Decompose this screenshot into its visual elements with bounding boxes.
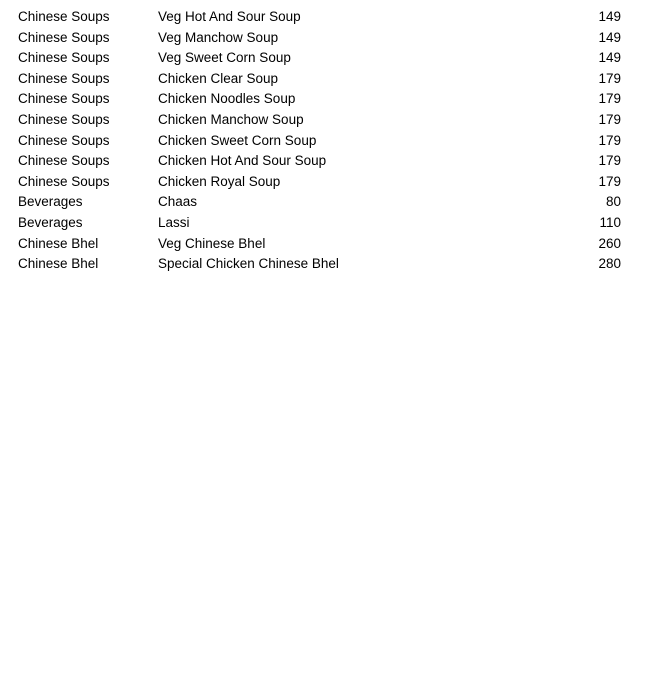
price-cell: 149 [598,29,621,45]
item-name-cell: Chicken Noodles Soup [158,91,296,107]
item-name-cell: Chicken Manchow Soup [158,111,304,127]
item-name-cell: Special Chicken Chinese Bhel [158,256,339,272]
item-name-cell: Veg Chinese Bhel [158,235,266,251]
price-cell: 149 [598,50,621,66]
price-cell: 260 [598,235,621,251]
category-cell: Chinese Soups [18,29,110,45]
price-cell: 110 [599,214,621,230]
table-row [18,28,621,49]
table-row [18,213,621,234]
table-row [18,48,621,69]
price-cell: 280 [598,256,621,272]
category-cell: Chinese Soups [18,173,110,189]
item-name-cell: Chicken Royal Soup [158,173,281,189]
category-cell: Chinese Soups [18,153,110,169]
table-row [18,192,621,213]
item-name-cell: Chicken Clear Soup [158,70,279,86]
category-cell: Beverages [18,214,83,230]
price-cell: 179 [598,153,621,169]
menu-table [18,7,621,275]
category-cell: Chinese Soups [18,70,110,86]
table-row [18,151,621,172]
table-row [18,7,621,28]
category-cell: Chinese Soups [18,111,110,127]
price-cell: 179 [598,111,621,127]
item-name-cell: Veg Sweet Corn Soup [158,50,291,66]
item-name-cell: Chaas [158,194,198,210]
price-cell: 149 [598,9,621,24]
table-row [18,69,621,90]
item-name-cell: Chicken Hot And Sour Soup [158,153,327,169]
item-name-cell: Veg Manchow Soup [158,29,279,45]
category-cell: Chinese Bhel [18,235,99,251]
price-cell: 179 [598,132,621,148]
table-row [18,131,621,152]
table-row [18,234,621,255]
table-row [18,89,621,110]
price-cell: 179 [598,70,621,86]
price-cell: 80 [605,194,621,210]
category-cell: Chinese Soups [18,132,110,148]
table-row [18,172,621,193]
table-row [18,110,621,131]
category-cell: Chinese Soups [18,50,110,66]
category-cell: Chinese Soups [18,91,110,107]
item-name-cell: Veg Hot And Sour Soup [158,9,301,24]
price-cell: 179 [598,91,621,107]
category-cell: Beverages [18,194,83,210]
price-cell: 179 [598,173,621,189]
table-row [18,254,621,275]
item-name-cell: Lassi [158,214,190,230]
category-cell: Chinese Bhel [18,256,99,272]
item-name-cell: Chicken Sweet Corn Soup [158,132,317,148]
category-cell: Chinese Soups [18,9,110,24]
